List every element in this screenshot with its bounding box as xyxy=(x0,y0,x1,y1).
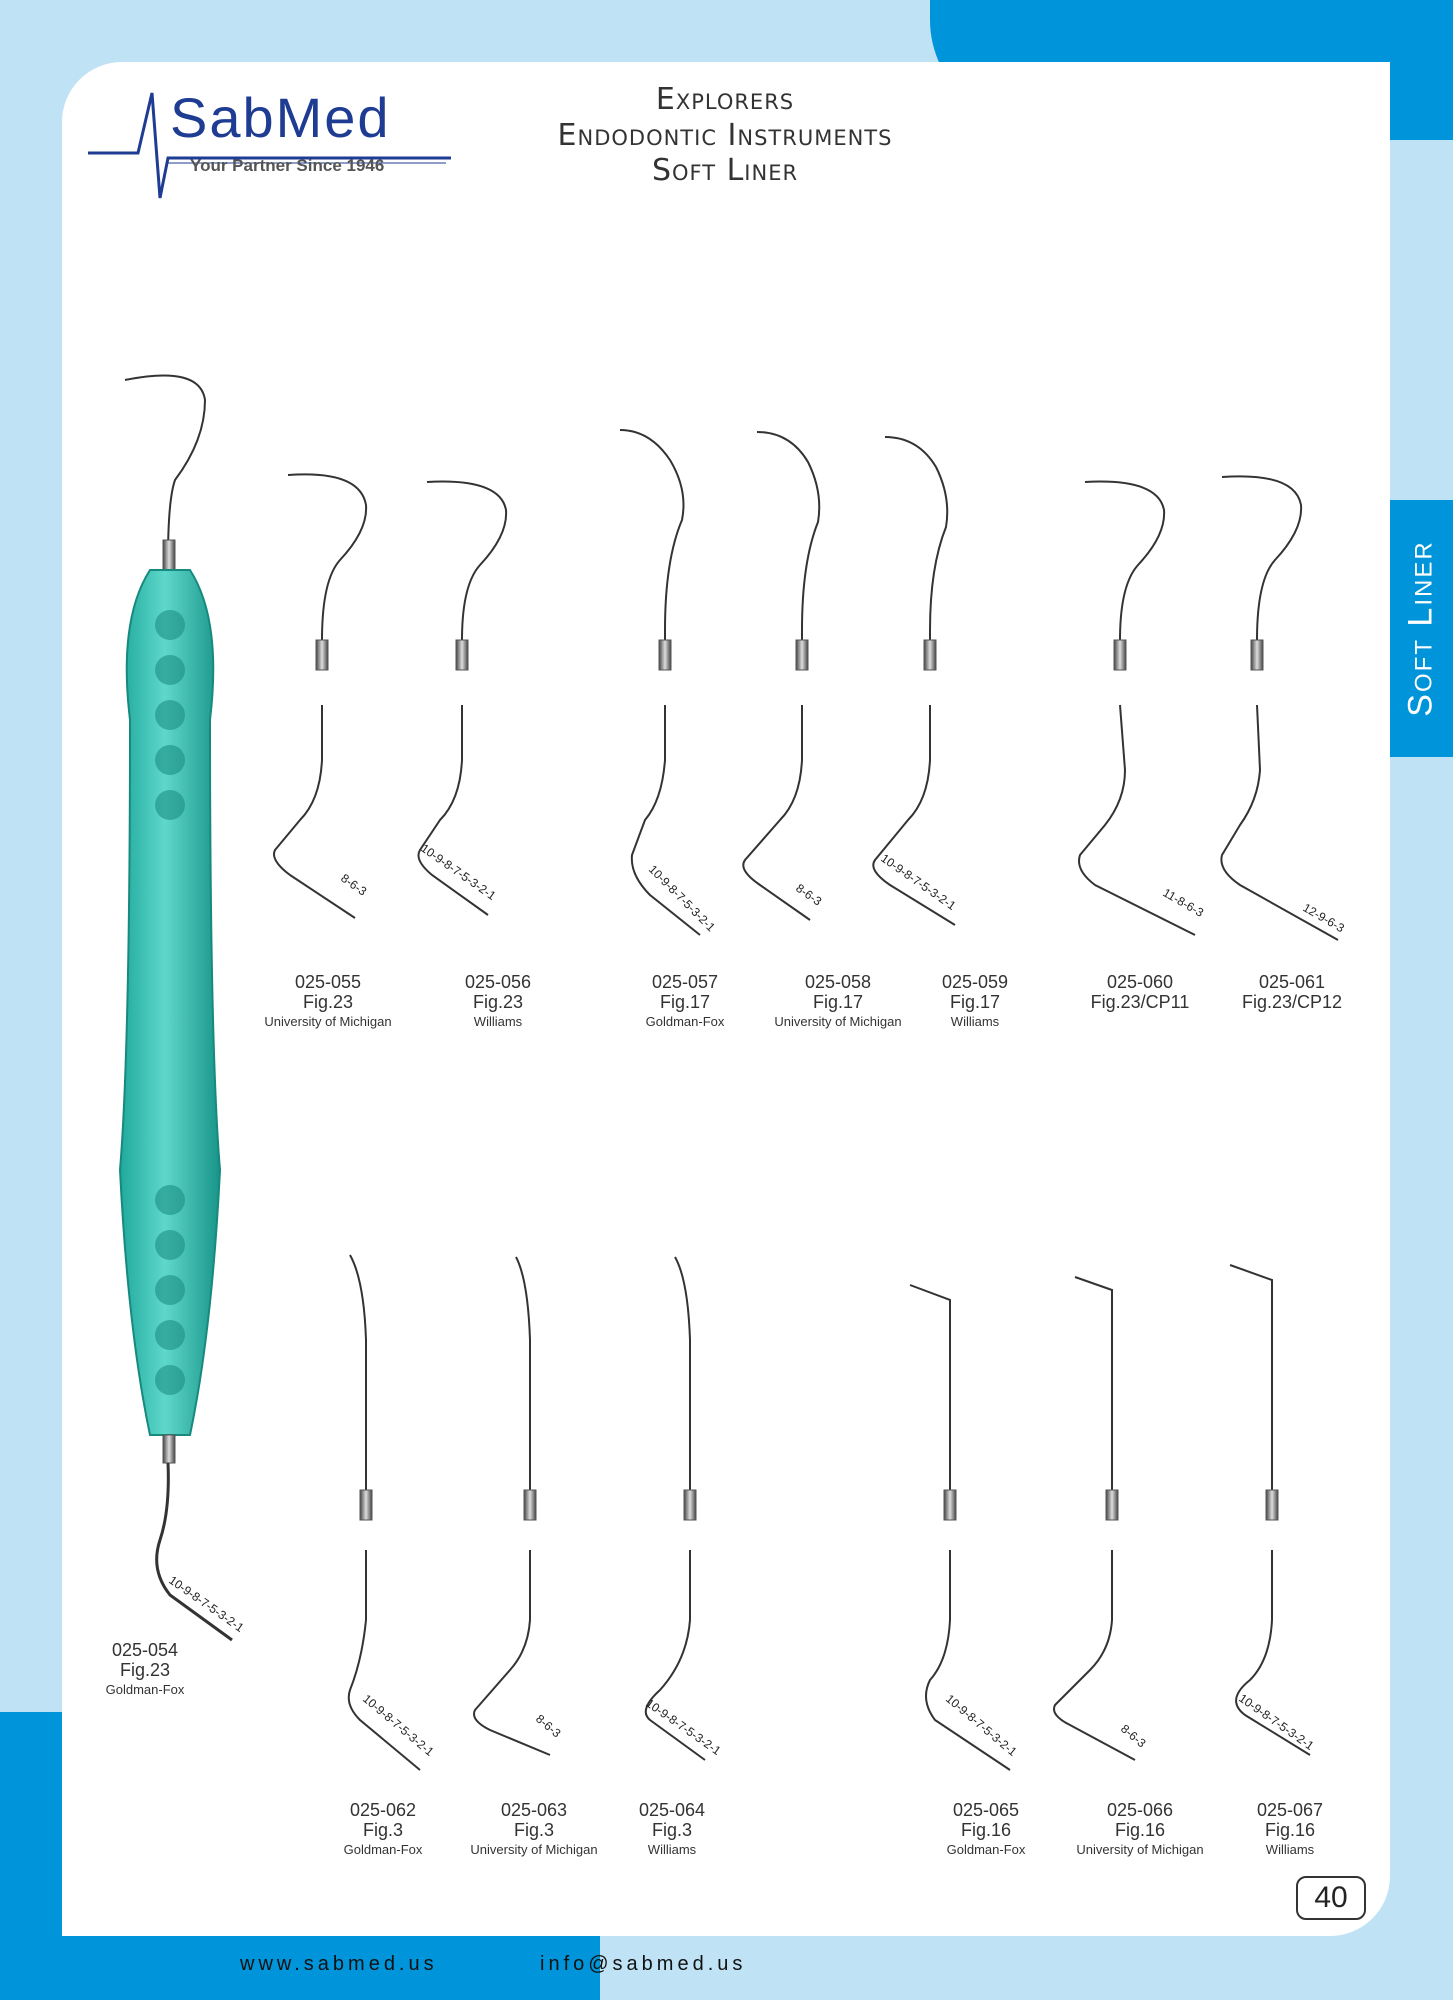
row2-drawings xyxy=(349,1255,1310,1770)
product-code: 025-059 xyxy=(941,972,1009,992)
svg-text:8-6-3: 8-6-3 xyxy=(1118,1721,1149,1751)
svg-text:8-6-3: 8-6-3 xyxy=(533,1711,564,1741)
page-title-line-1: Explorers xyxy=(655,82,795,117)
svg-text:8-6-3: 8-6-3 xyxy=(793,880,825,909)
side-tab-label: Soft Liner xyxy=(1402,540,1440,717)
product-fig: Fig.23/CP12 xyxy=(1241,992,1343,1012)
product-label-025-055 xyxy=(238,972,418,1032)
product-code: 025-054 xyxy=(111,1640,179,1660)
svg-text:10-9-8-7-5-3-2-1: 10-9-8-7-5-3-2-1 xyxy=(645,862,719,935)
featured-marking: 10-9-8-7-5-3-2-1 xyxy=(166,1572,247,1635)
product-code: 025-063 xyxy=(500,1800,568,1820)
product-pattern: University of Michigan xyxy=(774,1014,902,1029)
product-pattern: Williams xyxy=(950,1014,1000,1029)
product-pattern: Goldman-Fox xyxy=(645,1014,725,1029)
svg-text:10-9-8-7-5-3-2-1: 10-9-8-7-5-3-2-1 xyxy=(878,850,959,913)
product-label-025-061 xyxy=(1202,972,1382,1012)
product-pattern: University of Michigan xyxy=(264,1014,392,1029)
product-label-025-054 xyxy=(55,1640,235,1700)
product-pattern: University of Michigan xyxy=(470,1842,598,1857)
svg-text:12-9-6-3: 12-9-6-3 xyxy=(1300,900,1347,936)
footer-email[interactable]: info@sabmed.us xyxy=(540,1953,747,1975)
product-code: 025-062 xyxy=(349,1800,417,1820)
row1-markings xyxy=(338,841,1347,935)
product-code: 025-056 xyxy=(464,972,532,992)
product-code: 025-060 xyxy=(1106,972,1174,992)
page-number: 40 xyxy=(1296,1876,1366,1920)
footer-website[interactable]: www.sabmed.us xyxy=(240,1953,438,1975)
product-label-025-056 xyxy=(408,972,588,1032)
product-fig: Fig.23 xyxy=(302,992,354,1012)
product-fig: Fig.3 xyxy=(362,1820,404,1840)
product-fig: Fig.23 xyxy=(472,992,524,1012)
svg-text:10-9-8-7-5-3-2-1: 10-9-8-7-5-3-2-1 xyxy=(418,840,499,903)
svg-text:10-9-8-7-5-3-2-1: 10-9-8-7-5-3-2-1 xyxy=(360,1691,437,1759)
product-fig: Fig.3 xyxy=(651,1820,693,1840)
page-title-line-3: Soft Liner xyxy=(651,153,799,188)
product-fig: Fig.16 xyxy=(960,1820,1012,1840)
product-pattern: Goldman-Fox xyxy=(343,1842,423,1857)
product-label-025-065 xyxy=(896,1800,1076,1860)
product-code: 025-061 xyxy=(1258,972,1326,992)
product-label-025-067 xyxy=(1200,1800,1380,1860)
svg-text:10-9-8-7-5-3-2-1: 10-9-8-7-5-3-2-1 xyxy=(1236,1690,1317,1753)
product-pattern: University of Michigan xyxy=(1076,1842,1204,1857)
svg-text:8-6-3: 8-6-3 xyxy=(338,870,370,899)
product-code: 025-066 xyxy=(1106,1800,1174,1820)
featured-instrument xyxy=(120,376,247,1641)
svg-text:10-9-8-7-5-3-2-1: 10-9-8-7-5-3-2-1 xyxy=(943,1691,1020,1759)
product-pattern: Williams xyxy=(1265,1842,1315,1857)
svg-text:11-8-6-3: 11-8-6-3 xyxy=(1160,885,1207,920)
product-fig: Fig.17 xyxy=(949,992,1001,1012)
product-pattern: Williams xyxy=(473,1014,523,1029)
product-pattern: Goldman-Fox xyxy=(105,1682,185,1697)
product-pattern: Williams xyxy=(647,1842,697,1857)
brand-tagline: Your Partner Since 1946 xyxy=(190,156,385,175)
product-fig: Fig.16 xyxy=(1264,1820,1316,1840)
product-fig: Fig.17 xyxy=(659,992,711,1012)
product-fig: Fig.23/CP11 xyxy=(1090,992,1190,1012)
product-label-025-064 xyxy=(582,1800,762,1860)
product-fig: Fig.16 xyxy=(1114,1820,1166,1840)
row1-drawings xyxy=(274,430,1338,940)
svg-text:10-9-8-7-5-3-2-1: 10-9-8-7-5-3-2-1 xyxy=(643,1695,724,1758)
product-code: 025-064 xyxy=(638,1800,706,1820)
product-code: 025-067 xyxy=(1256,1800,1324,1820)
product-fig: Fig.17 xyxy=(812,992,864,1012)
product-code: 025-065 xyxy=(952,1800,1020,1820)
page-title-line-2: Endodontic Instruments xyxy=(557,118,893,153)
product-code: 025-058 xyxy=(804,972,872,992)
row2-markings xyxy=(360,1691,1317,1759)
product-pattern: Goldman-Fox xyxy=(946,1842,1026,1857)
product-fig: Fig.23 xyxy=(119,1660,171,1680)
product-code: 025-057 xyxy=(651,972,719,992)
product-label-025-059 xyxy=(885,972,1065,1032)
product-fig: Fig.3 xyxy=(513,1820,555,1840)
brand-name: SabMed xyxy=(170,86,391,149)
product-code: 025-055 xyxy=(294,972,362,992)
